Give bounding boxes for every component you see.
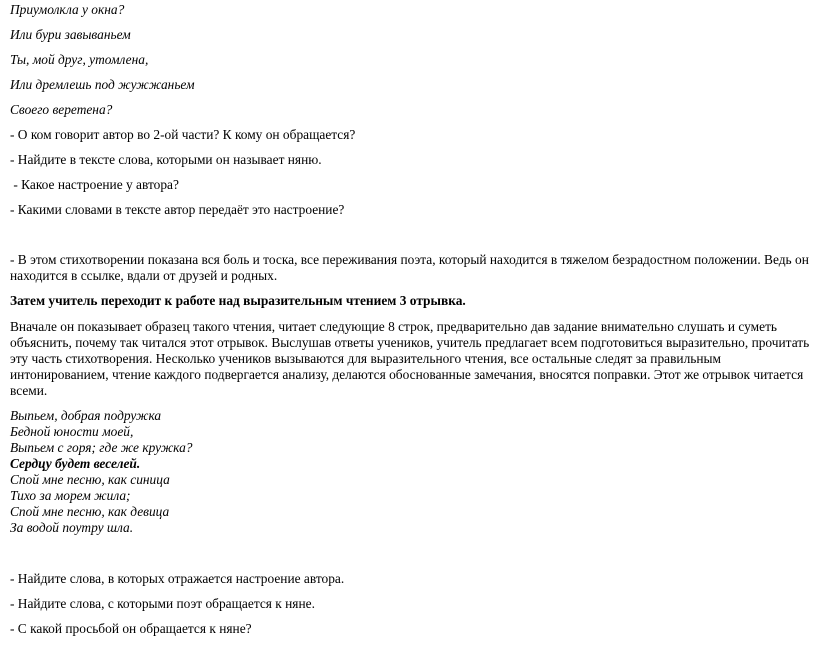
poem1-line-3: Ты, мой друг, утомлена, bbox=[10, 52, 149, 67]
summary-line-2: находится в ссылке, вдали от друзей и родных. bbox=[10, 268, 278, 283]
poem1-line-5: Своего веретена? bbox=[10, 102, 113, 117]
poem1-line-4: Или дремлешь под жужжаньем bbox=[10, 77, 195, 92]
question-5: - Найдите слова, в которых отражается настроение автора. bbox=[10, 571, 345, 586]
description-line-2: объяснить, почему так читался этот отрывок. Выслушав ответы учеников, учитель предлагает всем подготовиться выразительно, прочитать bbox=[10, 335, 810, 350]
description-line-4: интонированием, чтение каждого подвергается анализу, делаются обоснованные замечания, вносятся поправки. Этот же отрывок читается bbox=[10, 367, 804, 382]
question-1: - О ком говорит автор во 2-ой части? К кому он обращается? bbox=[10, 127, 356, 142]
summary-line-1: - В этом стихотворении показана вся боль и тоска, все переживания поэта, который находится в тяжелом безрадостном положении. Ведь он bbox=[10, 252, 809, 267]
poem2-line-5: Спой мне песню, как синица bbox=[10, 472, 170, 487]
poem2-line-8: За водой поутру шла. bbox=[10, 520, 134, 535]
question-4: - Какими словами в тексте автор передаёт это настроение? bbox=[10, 202, 345, 217]
description-line-1: Вначале он показывает образец такого чтения, читает следующие 8 строк, предварительно дав задание внимательно слушать и суметь bbox=[10, 319, 778, 334]
question-3: - Какое настроение у автора? bbox=[10, 177, 179, 192]
poem1-line-1: Приумолкла у окна? bbox=[10, 2, 125, 17]
description-line-3: эту часть стихотворения. Несколько учеников вызываются для выразительного чтения, все остальные следят за правильным bbox=[10, 351, 722, 366]
question-2: - Найдите в тексте слова, которыми он называет няню. bbox=[10, 152, 322, 167]
poem2-line-3: Выпьем с горя; где же кружка? bbox=[10, 440, 193, 455]
poem1-line-2: Или бури завываньем bbox=[10, 27, 131, 42]
question-7: - С какой просьбой он обращается к няне? bbox=[10, 621, 252, 636]
section-heading: Затем учитель переходит к работе над выразительным чтением 3 отрывка. bbox=[10, 293, 466, 308]
poem2-line-2: Бедной юности моей, bbox=[10, 424, 134, 439]
poem2-line-6: Тихо за морем жила; bbox=[10, 488, 131, 503]
poem2-line-7: Спой мне песню, как девица bbox=[10, 504, 170, 519]
description-line-5: всеми. bbox=[10, 383, 48, 398]
question-6: - Найдите слова, с которыми поэт обращается к няне. bbox=[10, 596, 315, 611]
poem2-line-1: Выпьем, добрая подружка bbox=[10, 408, 162, 423]
poem2-line-4: Сердцу будет веселей. bbox=[10, 456, 141, 471]
